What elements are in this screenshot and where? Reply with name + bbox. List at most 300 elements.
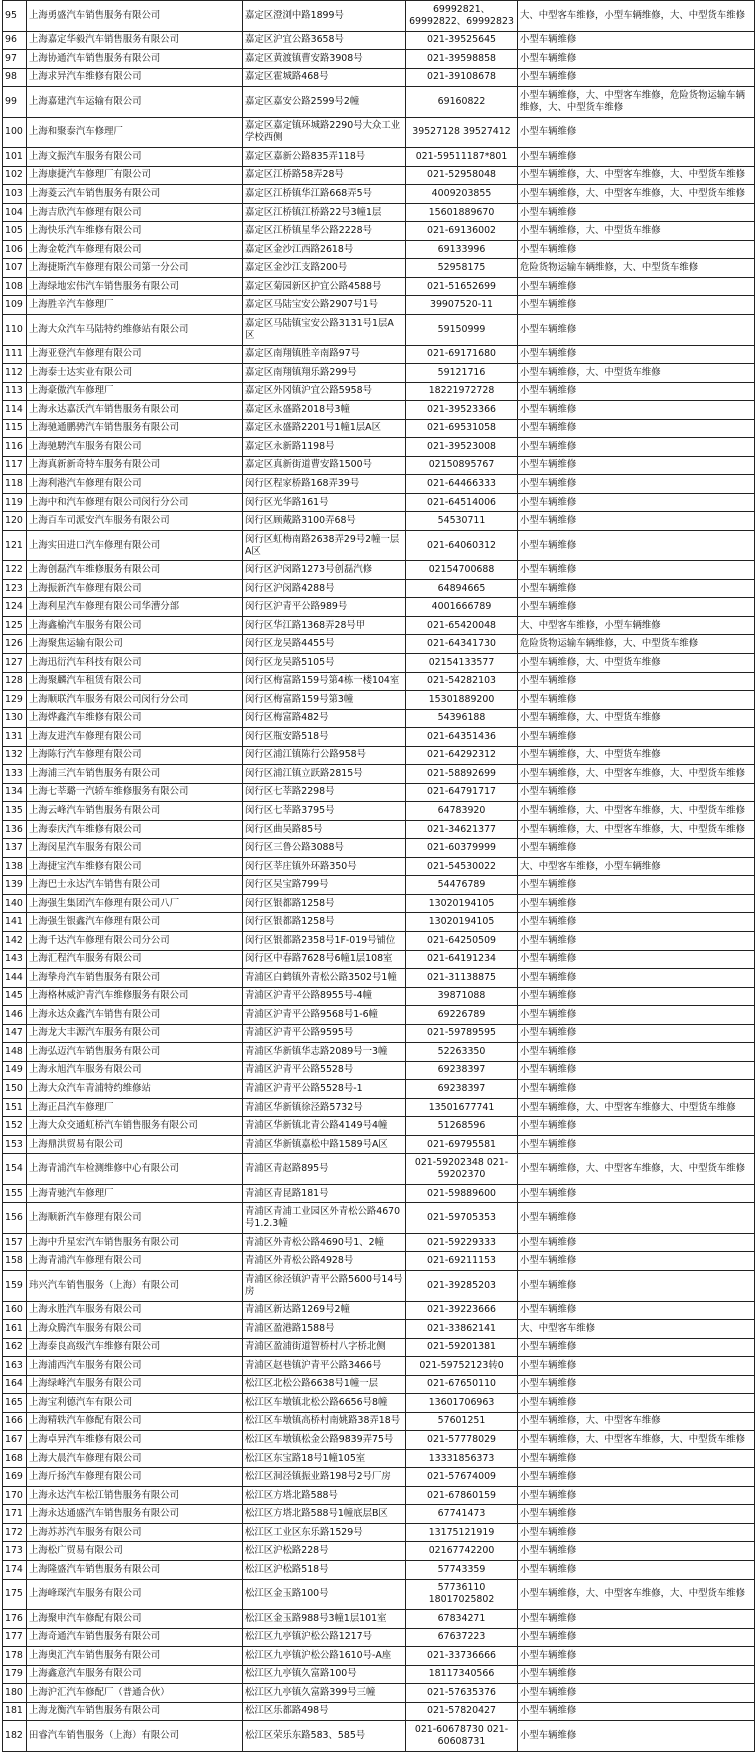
service-scope: 小型车辆维修，大、中型客车维修，大、中型货车维修 [518, 765, 755, 784]
phone: 021-69795581 [406, 1135, 518, 1154]
address: 松江区九亭镇久富路399号三幢 [243, 1684, 406, 1703]
table-row [3, 401, 755, 420]
table-row [3, 913, 755, 932]
row-number: 171 [3, 1505, 27, 1524]
service-scope: 小型车辆维修 [518, 1043, 755, 1062]
address: 松江区沪松路228号 [243, 1542, 406, 1561]
address: 松江区九亭镇沪松公路1217号 [243, 1628, 406, 1647]
address: 青浦区盈浦街道智桥村八字桥北侧 [243, 1338, 406, 1357]
phone: 13020194105 [406, 894, 518, 913]
address: 嘉定区嘉安公路2599号2幢 [243, 87, 406, 118]
row-number: 176 [3, 1610, 27, 1629]
row-number: 138 [3, 857, 27, 876]
phone: 021-34621377 [406, 820, 518, 839]
phone: 57736110 18017025802 [406, 1579, 518, 1610]
address: 嘉定区外冈镇沪宜公路5958号 [243, 382, 406, 401]
service-scope: 小型车辆维修 [518, 1006, 755, 1025]
row-number: 131 [3, 728, 27, 747]
phone: 021-64341730 [406, 635, 518, 654]
company-name: 上海格林威沪青汽车维修服务有限公司 [27, 987, 243, 1006]
service-scope: 小型车辆维修 [518, 1542, 755, 1561]
address: 闵行区梅富路482号 [243, 709, 406, 728]
company-name: 上海青驰汽车修理厂 [27, 1184, 243, 1203]
phone: 4009203855 [406, 185, 518, 204]
row-number: 102 [3, 166, 27, 185]
company-name: 田睿汽车销售服务（上海）有限公司 [27, 1721, 243, 1752]
company-name: 上海真新新奇特车服务有限公司 [27, 456, 243, 475]
company-name: 上海金乾汽车修理有限公司 [27, 240, 243, 259]
table-row [3, 1184, 755, 1203]
service-scope: 小型车辆维修 [518, 1338, 755, 1357]
service-scope: 大、中型客车维修 [518, 1320, 755, 1339]
phone: 18117340566 [406, 1665, 518, 1684]
table-row [3, 475, 755, 494]
address: 闵行区光华路161号 [243, 493, 406, 512]
service-scope: 小型车辆维修，大、中型客车维修 [518, 1412, 755, 1431]
address: 嘉定区真新街道曹安路1500号 [243, 456, 406, 475]
service-scope: 小型车辆维修 [518, 1684, 755, 1703]
company-name: 上海振新汽车修理有限公司 [27, 579, 243, 598]
service-scope: 小型车辆维修 [518, 512, 755, 531]
service-scope: 小型车辆维修 [518, 672, 755, 691]
phone: 021-51652699 [406, 277, 518, 296]
phone: 02154700688 [406, 561, 518, 580]
company-name: 上海勇盛汽车销售服务有限公司 [27, 1, 243, 32]
address: 嘉定区江桥镇星华公路2228号 [243, 222, 406, 241]
service-scope: 小型车辆维修 [518, 401, 755, 420]
service-scope: 小型车辆维修 [518, 1449, 755, 1468]
row-number: 115 [3, 419, 27, 438]
row-number: 143 [3, 950, 27, 969]
address: 松江区车墩镇松金公路9839弄75号 [243, 1431, 406, 1450]
phone: 67741473 [406, 1505, 518, 1524]
phone: 021-54530022 [406, 857, 518, 876]
row-number: 97 [3, 50, 27, 69]
row-number: 99 [3, 87, 27, 118]
row-number: 161 [3, 1320, 27, 1339]
service-scope: 小型车辆维修，大、中型货车维修 [518, 364, 755, 383]
table-row [3, 802, 755, 821]
table-row [3, 1043, 755, 1062]
row-number: 159 [3, 1271, 27, 1302]
service-scope: 大、中型客车维修，小型车辆维修 [518, 857, 755, 876]
service-scope: 小型车辆维修 [518, 1394, 755, 1413]
address: 青浦区青赵路895号 [243, 1154, 406, 1185]
row-number: 168 [3, 1449, 27, 1468]
table-row [3, 969, 755, 988]
phone: 54530711 [406, 512, 518, 531]
company-name: 上海汇程汽车服务有限公司 [27, 950, 243, 969]
row-number: 107 [3, 259, 27, 278]
table-row [3, 31, 755, 50]
table-row [3, 166, 755, 185]
address: 闵行区沪闵路4288号 [243, 579, 406, 598]
phone: 39527128 39527412 [406, 117, 518, 148]
service-scope: 小型车辆维修 [518, 1560, 755, 1579]
table-row [3, 493, 755, 512]
table-row [3, 222, 755, 241]
address: 闵行区梅富路159号第4栋一楼104室 [243, 672, 406, 691]
phone: 021-67860159 [406, 1486, 518, 1505]
table-row [3, 240, 755, 259]
address: 闵行区虹梅南路2638弄29号2幢一层A区 [243, 530, 406, 561]
row-number: 111 [3, 345, 27, 364]
service-scope: 小型车辆维修，大、中型货车维修 [518, 709, 755, 728]
table-row [3, 1252, 755, 1271]
row-number: 122 [3, 561, 27, 580]
table-row [3, 530, 755, 561]
address: 松江区乐都路498号 [243, 1702, 406, 1721]
row-number: 158 [3, 1252, 27, 1271]
service-scope: 小型车辆维修 [518, 876, 755, 895]
company-name: 上海鑫意汽车服务有限公司 [27, 1665, 243, 1684]
row-number: 109 [3, 296, 27, 315]
row-number: 179 [3, 1665, 27, 1684]
service-scope: 小型车辆维修 [518, 203, 755, 222]
table-row [3, 1702, 755, 1721]
company-name: 上海奇通汽车销售服务有限公司 [27, 1628, 243, 1647]
company-name: 上海大众交通虹桥汽车销售服务有限公司 [27, 1117, 243, 1136]
service-scope: 小型车辆维修 [518, 1702, 755, 1721]
row-number: 140 [3, 894, 27, 913]
service-scope: 小型车辆维修 [518, 913, 755, 932]
company-name: 上海捷宝汽车维修有限公司 [27, 857, 243, 876]
address: 嘉定区永盛路2201号1幢1层A区 [243, 419, 406, 438]
service-scope: 小型车辆维修 [518, 419, 755, 438]
company-name: 上海大晨汽车修理有限公司 [27, 1449, 243, 1468]
company-name: 上海宝利德汽车有限公司 [27, 1394, 243, 1413]
table-row [3, 456, 755, 475]
service-scope: 小型车辆维修，大、中型客车维修，危险货物运输车辆维修，大、中型货车维修 [518, 87, 755, 118]
table-row [3, 1468, 755, 1487]
row-number: 104 [3, 203, 27, 222]
address: 嘉定区永盛路2018号3幢 [243, 401, 406, 420]
table-row [3, 987, 755, 1006]
service-scope: 大、中型客车维修，小型车辆维修 [518, 616, 755, 635]
company-name: 上海浦西汽车服务有限公司 [27, 1357, 243, 1376]
address: 松江区荣乐东路583、585号 [243, 1721, 406, 1752]
table-row [3, 1684, 755, 1703]
phone: 021-54282103 [406, 672, 518, 691]
service-scope: 小型车辆维修 [518, 148, 755, 167]
address: 松江区方塔北路588号1幢底层B区 [243, 1505, 406, 1524]
company-name: 上海利星汽车修理有限公司华漕分部 [27, 598, 243, 617]
phone: 021-59889600 [406, 1184, 518, 1203]
service-scope: 小型车辆维修 [518, 969, 755, 988]
table-row [3, 857, 755, 876]
service-scope: 小型车辆维修 [518, 894, 755, 913]
company-name: 上海大众汽车马陆特约维修站有限公司 [27, 314, 243, 345]
company-name: 上海快乐汽车维修有限公司 [27, 222, 243, 241]
row-number: 129 [3, 691, 27, 710]
phone: 4001666789 [406, 598, 518, 617]
phone: 02167742200 [406, 1542, 518, 1561]
phone: 69238397 [406, 1061, 518, 1080]
service-scope: 小型车辆维修 [518, 438, 755, 457]
table-row [3, 1080, 755, 1099]
company-name: 上海顺新汽车修理有限公司 [27, 1203, 243, 1234]
company-name: 上海永达通盛汽车销售服务有限公司 [27, 1505, 243, 1524]
company-name: 上海捷斯汽车修理有限公司第一分公司 [27, 259, 243, 278]
row-number: 177 [3, 1628, 27, 1647]
phone: 021-64791717 [406, 783, 518, 802]
company-name: 上海聚焦运输有限公司 [27, 635, 243, 654]
table-row [3, 1061, 755, 1080]
phone: 021-64060312 [406, 530, 518, 561]
row-number: 132 [3, 746, 27, 765]
phone: 021-64292312 [406, 746, 518, 765]
row-number: 98 [3, 68, 27, 87]
phone: 69160822 [406, 87, 518, 118]
table-row [3, 931, 755, 950]
table-row [3, 1505, 755, 1524]
phone: 54396188 [406, 709, 518, 728]
table-row [3, 185, 755, 204]
address: 闵行区华江路1368弄28号甲 [243, 616, 406, 635]
service-scope: 小型车辆维修 [518, 1252, 755, 1271]
phone: 021-64466333 [406, 475, 518, 494]
company-name: 上海七莘璐一汽轿车维修服务有限公司 [27, 783, 243, 802]
service-scope: 小型车辆维修，大、中型客车维修大、中型货车维修 [518, 1098, 755, 1117]
table-row [3, 1233, 755, 1252]
table-row [3, 345, 755, 364]
address: 松江区北松公路6638号1幢一层 [243, 1375, 406, 1394]
address: 松江区沪松路518号 [243, 1560, 406, 1579]
service-scope: 小型车辆维修 [518, 1505, 755, 1524]
address: 青浦区沪青平公路9595号 [243, 1024, 406, 1043]
phone: 021-64351436 [406, 728, 518, 747]
service-scope: 小型车辆维修 [518, 1117, 755, 1136]
row-number: 157 [3, 1233, 27, 1252]
table-row [3, 579, 755, 598]
address: 青浦区新达路1269号2幢 [243, 1301, 406, 1320]
service-scope: 小型车辆维修 [518, 117, 755, 148]
company-name: 上海隆盛汽车销售服务有限公司 [27, 1560, 243, 1579]
row-number: 125 [3, 616, 27, 635]
service-scope: 小型车辆维修 [518, 1486, 755, 1505]
address: 闵行区龙吴路5105号 [243, 654, 406, 673]
phone: 021-52958048 [406, 166, 518, 185]
company-name: 上海文振汽车服务有限公司 [27, 148, 243, 167]
phone: 021-59705353 [406, 1203, 518, 1234]
company-name: 上海永达嘉沃汽车销售服务有限公司 [27, 401, 243, 420]
company-name: 上海亚登汽车修理有限公司 [27, 345, 243, 364]
address: 青浦区沪青平公路9568号1-6幢 [243, 1006, 406, 1025]
company-name: 上海和聚泰汽车修理厂 [27, 117, 243, 148]
service-scope: 小型车辆维修 [518, 783, 755, 802]
row-number: 121 [3, 530, 27, 561]
row-number: 126 [3, 635, 27, 654]
service-scope: 小型车辆维修 [518, 579, 755, 598]
address: 青浦区青昆路181号 [243, 1184, 406, 1203]
phone: 52263350 [406, 1043, 518, 1062]
phone: 51268596 [406, 1117, 518, 1136]
row-number: 150 [3, 1080, 27, 1099]
address: 闵行区程家桥路168弄39号 [243, 475, 406, 494]
phone: 021-59202348 021-59202370 [406, 1154, 518, 1185]
company-name: 上海协通汽车销售服务有限公司 [27, 50, 243, 69]
address: 青浦区青浦工业园区外青松公路4670号1.2.3幢 [243, 1203, 406, 1234]
service-scope: 小型车辆维修，大、中型客车维修，大、中型货车维修 [518, 802, 755, 821]
address: 青浦区华新镇徐泾路5732号 [243, 1098, 406, 1117]
table-row [3, 1135, 755, 1154]
service-scope: 小型车辆维修 [518, 31, 755, 50]
company-name: 上海胜辛汽车修理厂 [27, 296, 243, 315]
address: 嘉定区沪宜公路3658号 [243, 31, 406, 50]
company-name: 上海泰士达实业有限公司 [27, 364, 243, 383]
address: 青浦区外青松公路4928号 [243, 1252, 406, 1271]
company-name: 上海菱云汽车销售服务有限公司 [27, 185, 243, 204]
service-scope: 小型车辆维修 [518, 296, 755, 315]
phone: 59121716 [406, 364, 518, 383]
address: 青浦区外青松公路4690号1、2幢 [243, 1233, 406, 1252]
address: 闵行区浦江镇陈行公路958号 [243, 746, 406, 765]
service-scope: 小型车辆维修 [518, 1610, 755, 1629]
table-row [3, 1394, 755, 1413]
address: 闵行区浦江镇立跃路2815号 [243, 765, 406, 784]
company-name: 上海精轶汽车修配有限公司 [27, 1412, 243, 1431]
service-scope: 小型车辆维修 [518, 839, 755, 858]
table-row [3, 1117, 755, 1136]
address: 青浦区沪青平公路5528号 [243, 1061, 406, 1080]
phone: 64783920 [406, 802, 518, 821]
service-scope: 小型车辆维修 [518, 1080, 755, 1099]
table-row [3, 1610, 755, 1629]
service-scope: 危险货物运输车辆维修，大、中型货车维修 [518, 259, 755, 278]
row-number: 181 [3, 1702, 27, 1721]
table-row [3, 1560, 755, 1579]
row-number: 165 [3, 1394, 27, 1413]
address: 闵行区银都路1258号 [243, 894, 406, 913]
phone: 021-39523008 [406, 438, 518, 457]
service-scope: 小型车辆维修 [518, 987, 755, 1006]
company-name: 上海浦三汽车销售服务有限公司 [27, 765, 243, 784]
table-row [3, 1357, 755, 1376]
row-number: 119 [3, 493, 27, 512]
service-scope: 小型车辆维修 [518, 598, 755, 617]
address: 青浦区华新镇北青公路4149号4幢 [243, 1117, 406, 1136]
row-number: 182 [3, 1721, 27, 1752]
row-number: 153 [3, 1135, 27, 1154]
company-name: 上海烨鑫汽车维修有限公司 [27, 709, 243, 728]
phone: 021-39285203 [406, 1271, 518, 1302]
row-number: 108 [3, 277, 27, 296]
service-scope: 小型车辆维修 [518, 1061, 755, 1080]
row-number: 160 [3, 1301, 27, 1320]
table-row [3, 876, 755, 895]
service-scope: 小型车辆维修 [518, 345, 755, 364]
table-row [3, 1449, 755, 1468]
phone: 15301889200 [406, 691, 518, 710]
company-name: 上海求异汽车维修有限公司 [27, 68, 243, 87]
company-name: 上海驰通鹏骋汽车销售服务有限公司 [27, 419, 243, 438]
table-row [3, 1301, 755, 1320]
table-row [3, 1271, 755, 1302]
company-name: 上海百车司派安汽车服务有限公司 [27, 512, 243, 531]
row-number: 127 [3, 654, 27, 673]
address: 闵行区瓶安路518号 [243, 728, 406, 747]
company-name: 上海巴士永达汽车销售有限公司 [27, 876, 243, 895]
service-scope: 小型车辆维修 [518, 314, 755, 345]
company-name: 上海嘉定华毅汽车销售服务有限公司 [27, 31, 243, 50]
phone: 021-57635376 [406, 1684, 518, 1703]
service-scope: 小型车辆维修，大、中型客车维修，大、中型货车维修 [518, 820, 755, 839]
company-name: 上海峰琛汽车服务有限公司 [27, 1579, 243, 1610]
phone: 021-59229333 [406, 1233, 518, 1252]
phone: 021-39108678 [406, 68, 518, 87]
table-row [3, 1721, 755, 1752]
company-name: 上海千达汽车修理有限公司分公司 [27, 931, 243, 950]
company-name: 上海绿地宏伟汽车销售服务有限公司 [27, 277, 243, 296]
service-scope: 小型车辆维修，大、中型客车维修，大、中型货车维修 [518, 185, 755, 204]
company-name: 上海创磊汽车维修服务有限公司 [27, 561, 243, 580]
company-name: 上海永胜汽车服务有限公司 [27, 1301, 243, 1320]
table-row [3, 382, 755, 401]
company-name: 上海青浦汽车检测维修中心有限公司 [27, 1154, 243, 1185]
row-number: 164 [3, 1375, 27, 1394]
address: 闵行区中春路7628号6幢1层108室 [243, 950, 406, 969]
table-row [3, 839, 755, 858]
service-scope: 小型车辆维修 [518, 931, 755, 950]
table-row [3, 1579, 755, 1610]
phone: 13601706963 [406, 1394, 518, 1413]
table-row [3, 950, 755, 969]
table-row [3, 364, 755, 383]
service-scope: 小型车辆维修 [518, 68, 755, 87]
company-name: 上海弘迈汽车销售服务有限公司 [27, 1043, 243, 1062]
company-name: 上海龙大丰源汽车服务有限公司 [27, 1024, 243, 1043]
service-scope: 小型车辆维修 [518, 561, 755, 580]
company-name: 上海沪汇汽车修配厂（普通合伙） [27, 1684, 243, 1703]
service-scope: 小型车辆维修，大、中型客车维修，大、中型货车维修 [518, 166, 755, 185]
address: 闵行区七莘路3795号 [243, 802, 406, 821]
phone: 021-69531058 [406, 419, 518, 438]
service-scope: 小型车辆维修 [518, 382, 755, 401]
service-scope: 小型车辆维修 [518, 1628, 755, 1647]
service-scope: 危险货物运输车辆维修，大、中型货车维修 [518, 635, 755, 654]
row-number: 116 [3, 438, 27, 457]
address: 青浦区赵巷镇沪青平公路3466号 [243, 1357, 406, 1376]
phone: 021-39223666 [406, 1301, 518, 1320]
table-row [3, 148, 755, 167]
table-row [3, 635, 755, 654]
row-number: 149 [3, 1061, 27, 1080]
row-number: 118 [3, 475, 27, 494]
phone: 021-64514006 [406, 493, 518, 512]
table-row [3, 820, 755, 839]
service-scope: 小型车辆维修 [518, 1357, 755, 1376]
company-name: 玮兴汽车销售服务（上海）有限公司 [27, 1271, 243, 1302]
table-row [3, 728, 755, 747]
phone: 021-39525645 [406, 31, 518, 50]
row-number: 117 [3, 456, 27, 475]
table-row [3, 1006, 755, 1025]
company-name: 上海苏苏汽车服务有限公司 [27, 1523, 243, 1542]
row-number: 136 [3, 820, 27, 839]
address: 嘉定区菊园新区护宜公路4588号 [243, 277, 406, 296]
company-name: 上海永旭汽车服务有限公司 [27, 1061, 243, 1080]
service-scope: 小型车辆维修 [518, 1647, 755, 1666]
service-scope: 小型车辆维修，大、中型客车维修，大、中型货车维修 [518, 1431, 755, 1450]
row-number: 169 [3, 1468, 27, 1487]
service-scope: 小型车辆维修 [518, 1024, 755, 1043]
row-number: 156 [3, 1203, 27, 1234]
phone: 52958175 [406, 259, 518, 278]
address: 青浦区沪青平公路8955号-4幢 [243, 987, 406, 1006]
phone: 021-64191234 [406, 950, 518, 969]
phone: 13175121919 [406, 1523, 518, 1542]
phone: 021-69171680 [406, 345, 518, 364]
